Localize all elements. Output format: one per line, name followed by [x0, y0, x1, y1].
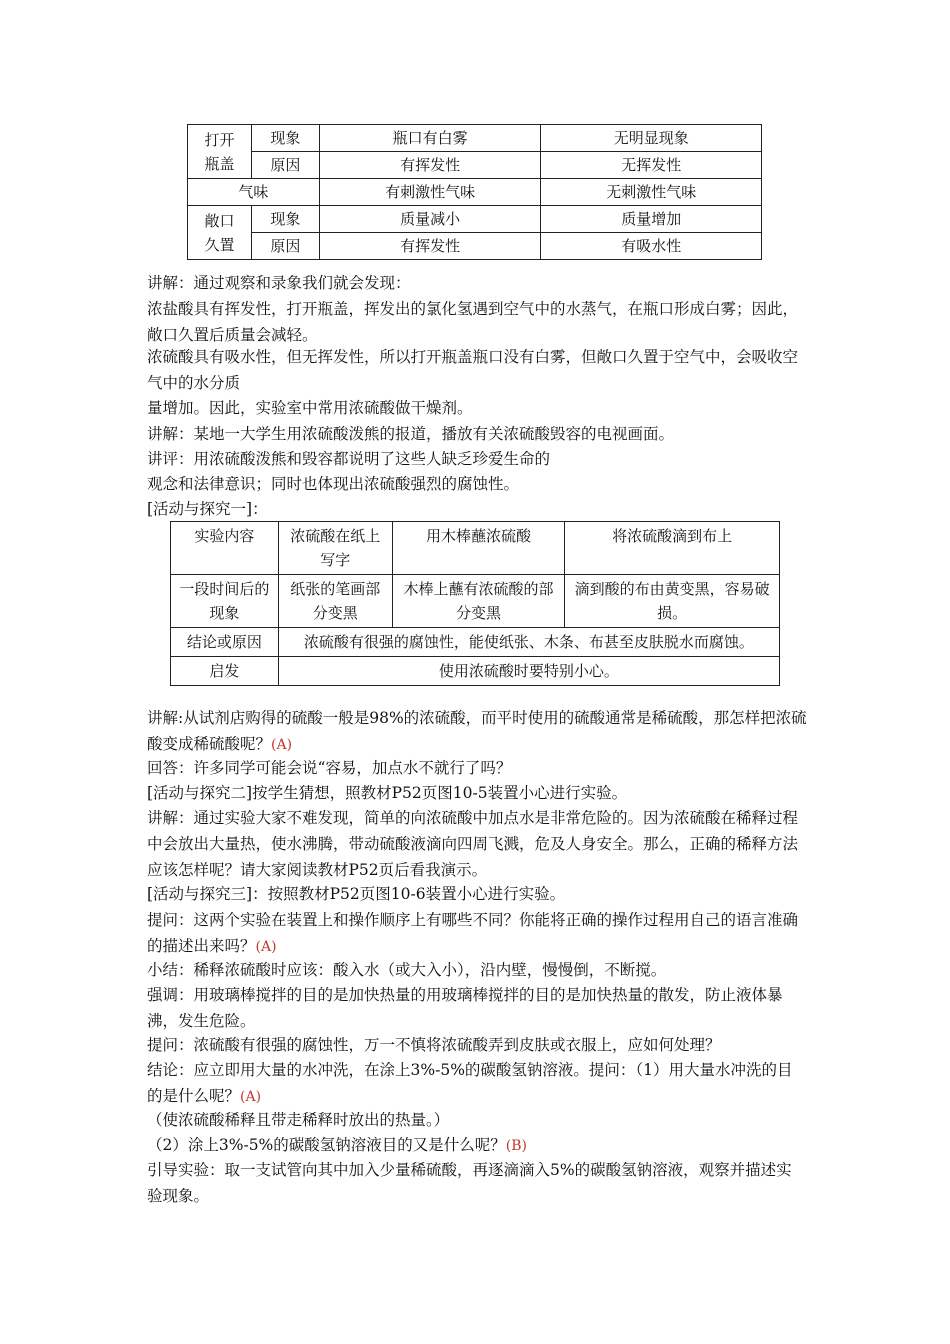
paragraph: （使浓硫酸稀释且带走稀释时放出的热量。）	[147, 1111, 450, 1129]
table-cell: 有挥发性	[319, 233, 541, 260]
table-cell: 一段时间后的现象	[171, 575, 279, 628]
difficulty-mark: (B)	[505, 1138, 527, 1154]
paragraph: 观念和法律意识；同时也体现出浓硫酸强烈的腐蚀性。	[147, 475, 520, 493]
table-row	[188, 152, 762, 179]
table-cell: 质量减小	[319, 206, 541, 233]
table-row	[188, 179, 762, 206]
table-cell: 启发	[171, 657, 279, 686]
difficulty-mark: (A)	[240, 1089, 262, 1105]
paragraph: 引导实验：取一支试管向其中加入少量稀硫酸，再逐滴滴入5%的碳酸氢钠溶液，观察并描述实验现象。	[147, 1161, 792, 1205]
table-row	[171, 522, 780, 575]
table-cell: 将浓硫酸滴到布上	[565, 522, 780, 575]
table-cell: 结论或原因	[171, 628, 279, 657]
table-cell: 浓硫酸在纸上写字	[278, 522, 392, 575]
table-cell: 气味	[188, 179, 320, 206]
paragraph: 讲解：通过实验大家不难发现，简单的向浓硫酸中加点水是非常危险的。因为浓硫酸在稀释过程中会放出大量热，使水沸腾，带动硫酸液滴向四周飞溅，危及人身安全。那么，正确的稀释方法应该怎样呢？请大家阅读教材P52页后看我演示。	[147, 809, 799, 879]
table-row	[188, 233, 762, 260]
table-cell: 浓硫酸有很强的腐蚀性，能使纸张、木条、布甚至皮肤脱水而腐蚀。	[278, 628, 779, 657]
section-heading: [活动与探究一]：	[147, 500, 268, 518]
paragraph-text: （2）涂上3%-5%的碳酸氢钠溶液目的又是什么呢？	[147, 1136, 506, 1154]
paragraph	[147, 907, 807, 960]
table-cell: 无刺激性气味	[541, 179, 762, 206]
table-row	[188, 125, 762, 152]
table-row	[171, 657, 780, 686]
paragraph-text: 结论：应立即用大量的水冲洗，在涂上3%-5%的碳酸氢钠溶液。提问：（1）用大量水冲洗的目的是什么呢？	[147, 1061, 793, 1105]
table-cell: 原因	[251, 152, 319, 179]
table-cell: 原因	[251, 233, 319, 260]
paragraph: 强调：用玻璃棒搅拌的目的是加快热量的用玻璃棒搅拌的目的是加快热量的散发，防止液体暴沸，发生危险。	[147, 986, 783, 1030]
paragraph: 提问：浓硫酸有很强的腐蚀性，万一不慎将浓硫酸弄到皮肤或衣服上，应如何处理？	[147, 1036, 721, 1054]
table-cell: 实验内容	[171, 522, 279, 575]
table-row	[171, 575, 780, 628]
table-cell: 纸张的笔画部分变黑	[278, 575, 392, 628]
paragraph: 量增加。因此，实验室中常用浓硫酸做干燥剂。	[147, 399, 473, 417]
table-cell: 质量增加	[541, 206, 762, 233]
paragraph-text: 讲解:从试剂店购得的硫酸一般是98%的浓硫酸，而平时使用的硫酸通常是稀硫酸，那怎样把浓硫酸变成稀硫酸呢？	[147, 709, 807, 753]
paragraph-text: 提问：这两个实验在装置上和操作顺序上有哪些不同？你能将正确的操作过程用自己的语言准确的描述出来吗？	[147, 911, 799, 955]
table-row	[171, 628, 780, 657]
paragraph	[147, 1057, 807, 1110]
table-cell: 现象	[251, 206, 319, 233]
paragraph: 讲解：通过观察和录象我们就会发现：	[147, 274, 411, 292]
table-cell: 现象	[251, 125, 319, 152]
paragraph: 小结：稀释浓硫酸时应该：酸入水（或大入小），沿内壁，慢慢倒，不断搅。	[147, 961, 667, 979]
table-cell: 瓶口有白雾	[319, 125, 541, 152]
paragraph: [活动与探究二]按学生猜想，照教材P52页图10-5装置小心进行实验。	[147, 784, 628, 802]
acid-properties-table	[187, 124, 762, 260]
table-cell: 有刺激性气味	[319, 179, 541, 206]
table-cell: 滴到酸的布由黄变黑，容易破损。	[565, 575, 780, 628]
section-heading: [活动与探究三]：按照教材P52页图10-6装置小心进行实验。	[147, 885, 566, 903]
paragraph	[147, 1132, 807, 1159]
table-cell: 打开 瓶盖	[188, 125, 252, 179]
paragraph: 讲解：某地一大学生用浓硫酸泼熊的报道，播放有关浓硫酸毁容的电视画面。	[147, 425, 675, 443]
paragraph	[147, 705, 807, 758]
table-cell: 敞口 久置	[188, 206, 252, 260]
paragraph: 浓盐酸具有挥发性，打开瓶盖，挥发出的氯化氢遇到空气中的水蒸气，在瓶口形成白雾；因此，敞口久置后质量会减轻。	[147, 300, 799, 344]
difficulty-mark: (A)	[271, 737, 293, 753]
table-cell: 无挥发性	[541, 152, 762, 179]
table-cell: 有挥发性	[319, 152, 541, 179]
table-cell: 用木棒蘸浓硫酸	[392, 522, 565, 575]
paragraph: 讲评：用浓硫酸泼熊和毁容都说明了这些人缺乏珍爱生命的	[147, 450, 551, 468]
table-cell: 木棒上蘸有浓硫酸的部分变黑	[392, 575, 565, 628]
table-row	[188, 206, 762, 233]
difficulty-mark: (A)	[255, 939, 277, 955]
table-cell: 使用浓硫酸时要特别小心。	[278, 657, 779, 686]
table-cell: 有吸水性	[541, 233, 762, 260]
paragraph: 回答：许多同学可能会说“容易，加点水不就行了吗？	[147, 759, 512, 777]
experiment-table	[170, 521, 780, 686]
table-cell: 无明显现象	[541, 125, 762, 152]
paragraph: 浓硫酸具有吸水性，但无挥发性，所以打开瓶盖瓶口没有白雾，但敞口久置于空气中，会吸收空气中的水分质	[147, 348, 799, 392]
